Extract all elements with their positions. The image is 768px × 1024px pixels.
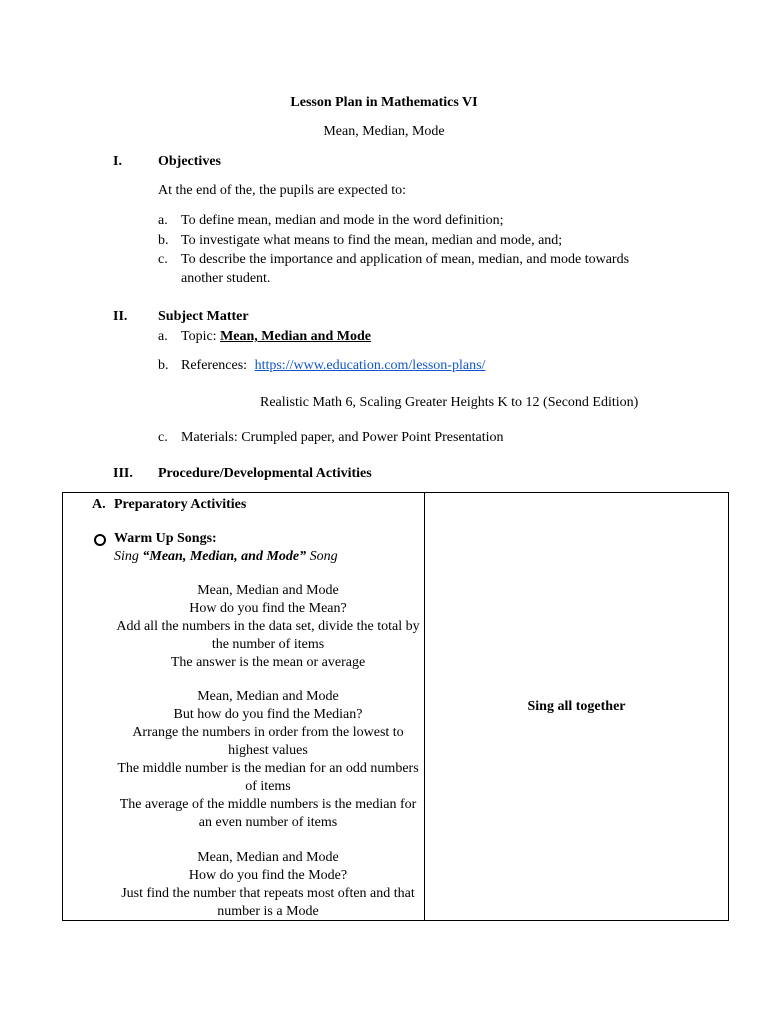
references-label: References:: [181, 358, 248, 373]
verse-line: Mean, Median and Mode: [197, 583, 339, 598]
document-subtitle: Mean, Median, Mode: [323, 124, 445, 139]
verse-line: The average of the middle numbers is the median for an even number of items: [119, 797, 417, 830]
references-letter: b.: [158, 358, 169, 373]
objective-letter-b: b.: [158, 233, 169, 248]
objective-text-b: To investigate what means to find the mean, median and mode, and;: [181, 233, 563, 248]
section-numeral-subject-matter: II.: [113, 309, 128, 324]
pupil-activity-text: Sing all together: [527, 698, 626, 714]
verse-line: How do you find the Mean?: [189, 601, 347, 616]
table-row: [63, 493, 729, 921]
verse-line: How do you find the Mode?: [188, 868, 348, 883]
verse-line: Just find the number that repeats most often and that number is a Mode: [121, 886, 415, 919]
section-numeral-procedure: III.: [113, 466, 133, 481]
warmup-title: Warm Up Songs:: [114, 531, 217, 546]
materials-letter: c.: [158, 430, 168, 445]
topic-value: Mean, Median and Mode: [220, 329, 371, 344]
references-link[interactable]: https://www.education.com/lesson-plans/: [254, 358, 486, 373]
song-verse-1: [113, 582, 423, 672]
topic-letter: a.: [158, 329, 168, 344]
topic-line: [181, 328, 371, 346]
pupil-activity-cell: [425, 493, 729, 921]
verse-line: The middle number is the median for an odd numbers of items: [117, 761, 419, 794]
section-heading-procedure: Procedure/Developmental Activities: [158, 466, 372, 481]
verse-line: Arrange the numbers in order from the lowest to highest values: [132, 725, 404, 758]
materials-text: Materials: Crumpled paper, and Power Point Presentation: [181, 430, 504, 445]
verse-line: But how do you find the Median?: [173, 707, 363, 722]
topic-label: Topic:: [181, 329, 217, 344]
section-numeral-objectives: I.: [113, 154, 122, 169]
section-heading-objectives: Objectives: [158, 154, 221, 169]
procedure-table: [62, 492, 729, 921]
section-heading-subject-matter: Subject Matter: [158, 309, 249, 324]
circle-bullet-icon: [94, 534, 106, 546]
objective-text-c: To describe the importance and application of mean, median, and mode towards: [181, 252, 630, 267]
sing-suffix: Song: [306, 549, 338, 564]
verse-line: Add all the numbers in the data set, divide the total by the number of items: [116, 619, 420, 652]
teacher-activity-cell: [63, 493, 425, 921]
verse-line: The answer is the mean or average: [170, 655, 366, 670]
references-book: Realistic Math 6, Scaling Greater Heights K to 12 (Second Edition): [260, 395, 639, 410]
objectives-intro: At the end of the, the pupils are expected to:: [158, 183, 407, 198]
objective-letter-c: c.: [158, 252, 168, 267]
song-verse-3: [113, 849, 423, 921]
preparatory-letter: A.: [92, 497, 106, 512]
verse-line: Mean, Median and Mode: [197, 689, 339, 704]
verse-line: Mean, Median and Mode: [197, 850, 339, 865]
references-line: [181, 357, 485, 375]
song-title: “Mean, Median, and Mode”: [142, 549, 307, 564]
song-verse-2: [113, 688, 423, 832]
preparatory-title: Preparatory Activities: [114, 497, 247, 512]
objective-text-a: To define mean, median and mode in the word definition;: [181, 213, 504, 228]
objective-letter-a: a.: [158, 213, 168, 228]
sing-prefix: Sing: [114, 549, 143, 564]
document-title: Lesson Plan in Mathematics VI: [290, 95, 478, 110]
sing-line: [114, 548, 338, 566]
objective-text-c-continued: another student.: [181, 271, 271, 286]
